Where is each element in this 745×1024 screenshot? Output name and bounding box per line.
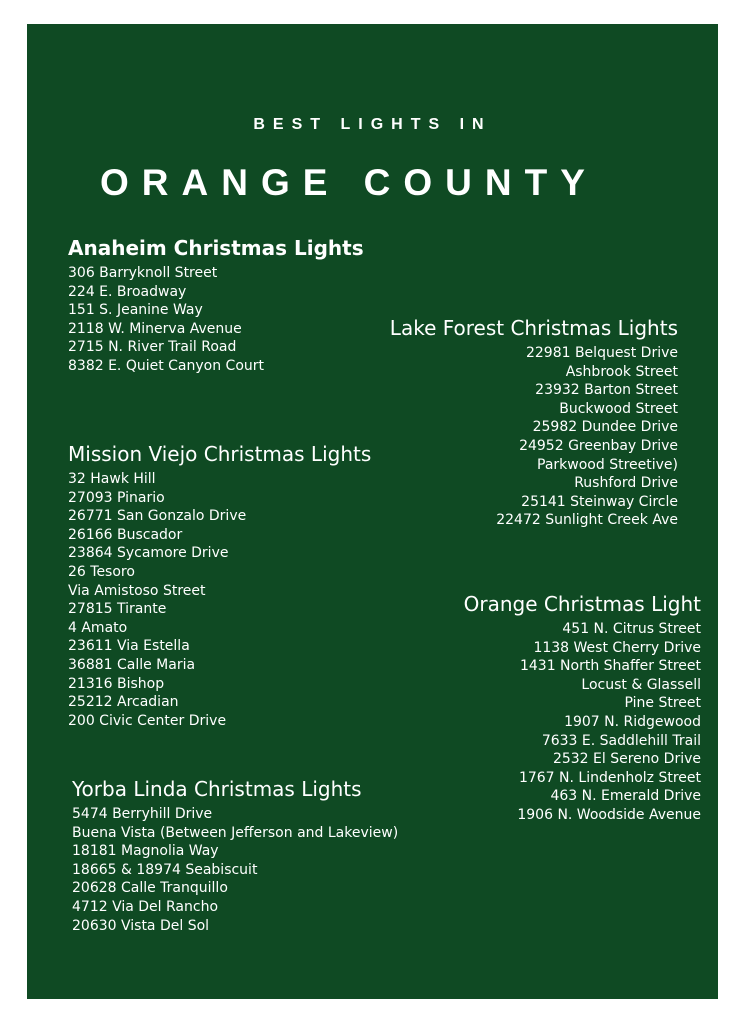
section-title-orange: Orange Christmas Light <box>463 592 701 616</box>
address-list-orange <box>464 620 701 825</box>
pre-title: BEST LIGHTS IN <box>253 116 492 133</box>
address-item: 21316 Bishop <box>68 675 165 692</box>
address-item: 306 Barryknoll Street <box>68 265 218 281</box>
address-item: 24952 Greenbay Drive <box>519 437 678 454</box>
address-item: Via Amistoso Street <box>68 582 206 599</box>
address-item: 4 Amato <box>68 619 128 636</box>
address-list-lake-forest <box>390 344 678 530</box>
address-list-yorba-linda <box>72 805 398 935</box>
address-item: 1907 N. Ridgewood <box>564 713 701 730</box>
address-item: 23864 Sycamore Drive <box>68 545 229 562</box>
address-item: 22472 Sunlight Creek Ave <box>496 512 678 529</box>
address-item: 7633 E. Saddlehill Trail <box>541 732 701 749</box>
address-item: 20630 Vista Del Sol <box>72 917 210 934</box>
address-item: 18665 & 18974 Seabiscuit <box>72 861 258 878</box>
address-item: 200 Civic Center Drive <box>68 712 227 729</box>
address-item: 26166 Buscador <box>68 526 183 543</box>
poster <box>27 24 718 999</box>
address-item: 25212 Arcadian <box>68 694 179 711</box>
address-item: 5474 Berryhill Drive <box>72 806 213 822</box>
section-title-yorba-linda: Yorba Linda Christmas Lights <box>72 777 362 801</box>
address-item: 23611 Via Estella <box>68 638 190 655</box>
address-item: Buckwood Street <box>559 400 678 417</box>
address-item: Buena Vista (Between Jefferson and Lakeview) <box>72 824 399 841</box>
address-item: 22981 Belquest Drive <box>525 345 678 361</box>
address-item: 1767 N. Lindenholz Street <box>518 769 701 786</box>
address-item: 224 E. Broadway <box>68 283 187 300</box>
section-title-anaheim: Anaheim Christmas Lights <box>68 236 364 260</box>
address-item: 25982 Dundee Drive <box>532 419 678 436</box>
address-item: Ashbrook Street <box>565 363 678 380</box>
section-yorba-linda <box>72 777 398 935</box>
address-item: 4712 Via Del Rancho <box>72 898 219 915</box>
address-item: 1138 West Cherry Drive <box>533 639 701 656</box>
address-item: 8382 E. Quiet Canyon Court <box>68 357 265 374</box>
address-item: 36881 Calle Maria <box>68 656 196 673</box>
address-item: Locust & Glassell <box>581 676 701 693</box>
section-lake-forest <box>390 316 678 530</box>
address-item: 151 S. Jeanine Way <box>68 302 203 319</box>
address-list-mission-viejo <box>68 470 371 730</box>
address-item: 1906 N. Woodside Avenue <box>517 806 701 823</box>
section-anaheim <box>68 236 364 376</box>
address-item: 18181 Magnolia Way <box>72 843 219 860</box>
address-item: 2118 W. Minerva Avenue <box>68 320 242 337</box>
address-item: 26771 San Gonzalo Drive <box>68 508 247 525</box>
section-orange <box>464 592 701 825</box>
address-item: 32 Hawk Hill <box>68 471 156 487</box>
section-title-lake-forest: Lake Forest Christmas Lights <box>389 316 678 340</box>
address-item: 1431 North Shaffer Street <box>519 658 701 675</box>
address-item: 27093 Pinario <box>68 489 165 506</box>
page-title: ORANGE COUNTY <box>100 162 598 203</box>
address-item: 20628 Calle Tranquillo <box>72 880 228 897</box>
address-item: 2532 El Sereno Drive <box>552 751 701 768</box>
address-list-anaheim <box>68 264 364 376</box>
address-item: 451 N. Citrus Street <box>562 621 701 637</box>
address-item: 463 N. Emerald Drive <box>550 788 701 805</box>
address-item: 23932 Barton Street <box>535 382 678 399</box>
address-item: Rushford Drive <box>574 475 678 492</box>
section-title-mission-viejo: Mission Viejo Christmas Lights <box>68 442 372 466</box>
address-item: Parkwood Streetive) <box>537 456 678 473</box>
address-item: Pine Street <box>624 695 701 712</box>
section-mission-viejo <box>68 442 371 730</box>
address-item: 26 Tesoro <box>68 563 135 580</box>
address-item: 25141 Steinway Circle <box>521 493 678 510</box>
address-item: 2715 N. River Trail Road <box>68 339 237 356</box>
address-item: 27815 Tirante <box>68 601 167 618</box>
